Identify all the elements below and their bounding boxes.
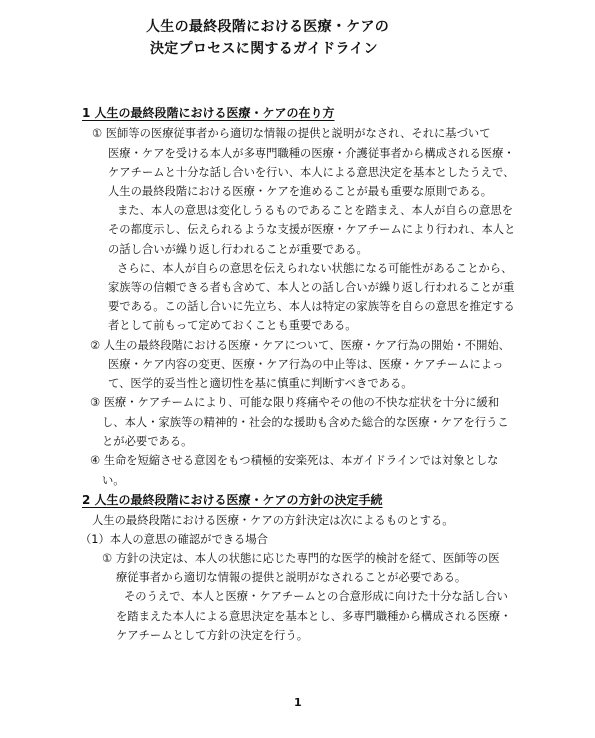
section-1-line-3: ケアチームと十分な話し合いを行い、本人による意思決定を基本としたうえで、 — [108, 166, 515, 179]
section-2-heading: 2 人生の最終段階における医療・ケアの方針の決定手続 — [82, 493, 383, 507]
page-number: 1 — [294, 696, 302, 709]
section-1-line-6: その都度示し、伝えられるような支援が医療・ケアチームにより行われ、本人と — [108, 223, 516, 236]
section-1-line-11: 者として前もって定めておくことも重要である。 — [108, 319, 357, 332]
document-title-line-2: 決定プロセスに関するガイドライン — [150, 41, 378, 57]
section-1-line-10: 要である。この話し合いに先立ち、本人は特定の家族等を自らの意思を推定する — [108, 300, 515, 313]
section-1-line-1: ① 医師等の医療従事者から適切な情報の提供と説明がなされ、それに基づいて — [92, 127, 491, 140]
section-1-line-4: 人生の最終段階における医療・ケアを進めることが最も重要な原則である。 — [108, 185, 493, 198]
section-1-line-18: ④ 生命を短縮させる意図をもつ積極的安楽死は、本ガイドラインでは対象としな — [90, 454, 499, 467]
section-1-line-13: 医療・ケア内容の変更、医療・ケア行為の中止等は、医療・ケアチームによっ — [108, 358, 504, 371]
section-1-line-12: ② 人生の最終段階における医療・ケアについて、医療・ケア行為の開始・不開始、 — [90, 339, 510, 352]
section-1-line-9: 家族等の信頼できる者も含めて、本人との話し合いが繰り返し行われることが重 — [108, 281, 515, 294]
section-1-line-8: さらに、本人が自らの意思を伝えられない状態になる可能性があることから、 — [117, 262, 513, 275]
section-1-line-7: の話し合いが繰り返し行われることが重要である。 — [108, 243, 368, 256]
section-1-line-2: 医療・ケアを受ける本人が多専門職種の医療・介護従事者から構成される医療・ — [108, 147, 515, 160]
section-2-line-1: 人生の最終段階における医療・ケアの方針決定は次によるものとする。 — [92, 514, 454, 527]
section-1-line-17: とが必要である。 — [102, 435, 193, 448]
section-1-line-5: また、本人の意思は変化しうるものであることを踏まえ、本人が自らの意思を — [117, 204, 514, 217]
section-1-line-19: い。 — [102, 474, 125, 487]
section-2-line-7: ケアチームとして方針の決定を行う。 — [116, 629, 309, 642]
document-title-line-1: 人生の最終段階における医療・ケアの — [146, 19, 390, 35]
section-2-line-4: 療従事者から適切な情報の提供と説明がなされることが必要である。 — [116, 571, 467, 584]
section-2-line-3: ① 方針の決定は、本人の状態に応じた専門的な医学的検討を経て、医師等の医 — [102, 552, 500, 565]
section-1-line-15: ③ 医療・ケアチームにより、可能な限り疼痛やその他の不快な症状を十分に緩和 — [90, 396, 500, 409]
section-2-line-2: （1）本人の意思の確認ができる場合 — [80, 533, 268, 546]
section-1-heading: 1 人生の最終段階における医療・ケアの在り方 — [82, 106, 335, 120]
section-2-line-5: そのうえで、本人と医療・ケアチームとの合意形成に向けた十分な話し合い — [124, 590, 508, 603]
section-2-line-6: を踏まえた本人による意思決定を基本とし、多専門職種から構成される医療・ — [116, 610, 512, 623]
section-1-line-14: て、医学的妥当性と適切性を基に慎重に判断すべきである。 — [108, 377, 413, 390]
section-1-line-16: し、本人・家族等の精神的・社会的な援助も含めた総合的な医療・ケアを行うこ — [102, 416, 509, 429]
